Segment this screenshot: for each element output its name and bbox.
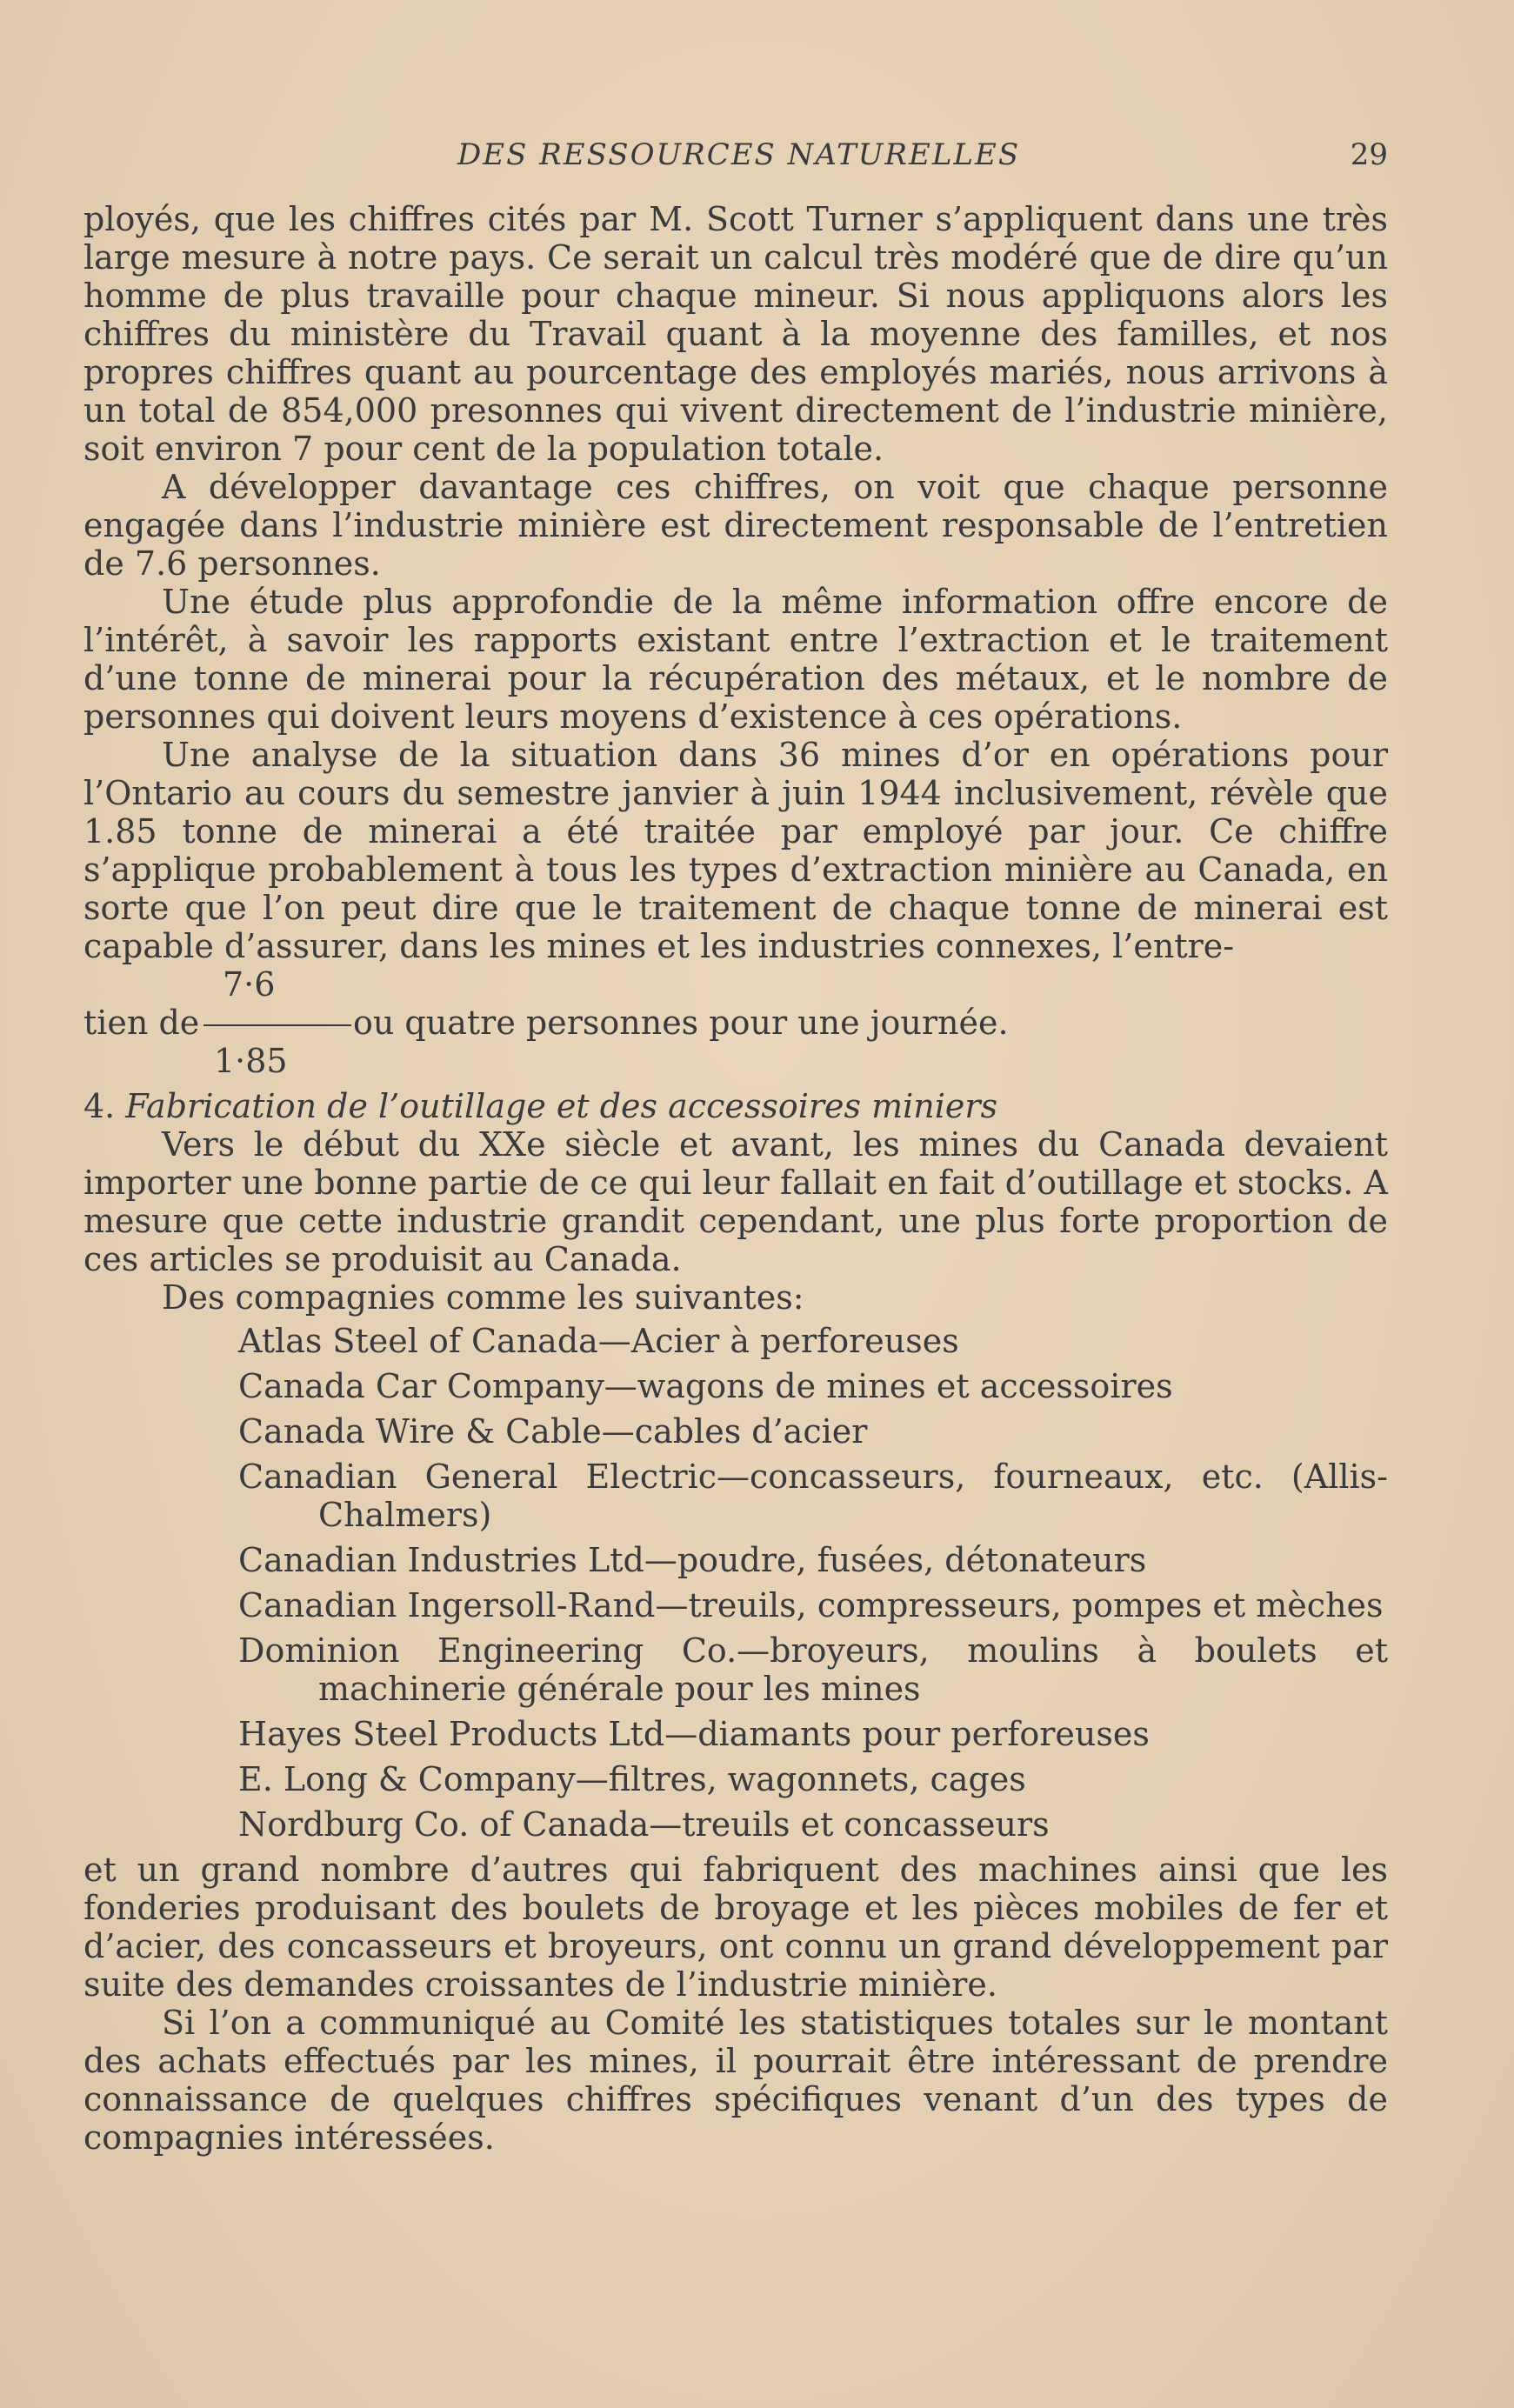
body-text — [83, 200, 1388, 2157]
list-item: E. Long & Company—filtres, wagonnets, cages — [238, 1760, 1026, 1798]
section-title: Fabrication de l’outillage et des accessoires miniers — [125, 1087, 998, 1125]
list-item: Canadian Ingersoll-Rand—treuils, compresseurs, pompes et mèches — [238, 1586, 1384, 1624]
list-item: Hayes Steel Products Ltd—diamants pour perforeuses — [238, 1715, 1150, 1753]
company-list — [238, 1322, 1388, 1844]
section-heading — [83, 1087, 1388, 1125]
paragraph-6: Des compagnies comme les suivantes: — [162, 1278, 804, 1317]
list-item: Atlas Steel of Canada—Acier à perforeuses — [238, 1322, 959, 1360]
page-header — [83, 137, 1388, 181]
list-item: Canadian Industries Ltd—poudre, fusées, détonateurs — [238, 1541, 1147, 1579]
list-item: Dominion Engineering Co.—broyeurs, moulins à boulets et machinerie générale pour les mines — [238, 1631, 1388, 1708]
paragraph-1: ployés, que les chiffres cités par M. Scott Turner s’appliquent dans une très large mesure à notre pays. Ce serait un calcul très modéré que de dire qu’un homme de plus travaille pour chaque mineur. Si nous appliquons alors les chiffres du ministère du Travail quant à la moyenne des familles, et nos propres chiffres quant au pourcentage des employés mariés, nous arrivons à un total de 854,000 presonnes qui vivent directement de l’industrie minière, soit environ 7 pour cent de la population totale. — [83, 200, 1388, 468]
fraction-lead-text: tien de — [83, 1004, 200, 1042]
paragraph-5: Vers le début du XXe siècle et avant, les mines du Canada devaient importer une bonne partie de ce qui leur fallait en fait d’outillage et stocks. A mesure que cette industrie grandit cependant, une plus forte proportion de ces articles se produisit au Canada. — [83, 1125, 1388, 1278]
paragraph-2: A développer davantage ces chiffres, on voit que chaque personne engagée dans l’industrie minière est directement responsable de l’entretien de 7.6 personnes. — [83, 468, 1388, 583]
fraction-denominator: 1·85 — [214, 1042, 288, 1080]
page-number: 29 — [1350, 137, 1388, 172]
fraction-tail-text: ou quatre personnes pour une journée. — [353, 1004, 1009, 1042]
fraction-bar — [203, 1024, 351, 1026]
list-item: Nordburg Co. of Canada—treuils et concasseurs — [238, 1805, 1050, 1844]
list-item: Canada Wire & Cable—cables d’acier — [238, 1412, 868, 1451]
section-number: 4. — [83, 1087, 116, 1125]
paragraph-3: Une étude plus approfondie de la même information offre encore de l’intérêt, à savoir les rapports existant entre l’extraction et le traitement d’une tonne de minerai pour la récupération des métaux, et le nombre de personnes qui doivent leurs moyens d’existence à ces opérations. — [83, 583, 1388, 736]
paragraph-4: Une analyse de la situation dans 36 mines d’or en opérations pour l’Ontario au cours du semestre janvier à juin 1944 inclusivement, révèle que 1.85 tonne de minerai a été traitée par employé par jour. Ce chiffre s’applique probablement à tous les types d’extraction minière au Canada, en sorte que l’on peut dire que le traitement de chaque tonne de minerai est capable d’assurer, dans les mines et les industries connexes, l’entre- — [83, 736, 1388, 965]
list-item: Canadian General Electric—concasseurs, fourneaux, etc. (Allis-Chalmers) — [238, 1457, 1388, 1534]
fraction-numerator: 7·6 — [223, 965, 276, 1004]
paragraph-8: Si l’on a communiqué au Comité les statistiques totales sur le montant des achats effectués par les mines, il pourrait être intéressant de prendre connaissance de quelques chiffres spécifiques venant d’un des types de compagnies intéressées. — [83, 2004, 1388, 2157]
paragraph-7: et un grand nombre d’autres qui fabriquent des machines ainsi que les fonderies produisant des boulets de broyage et les pièces mobiles de fer et d’acier, des concasseurs et broyeurs, ont connu un grand développement par suite des demandes croissantes de l’industrie minière. — [83, 1851, 1388, 2004]
running-title: DES RESSOURCES NATURELLES — [457, 137, 1021, 172]
list-item: Canada Car Company—wagons de mines et accessoires — [238, 1367, 1173, 1405]
fraction-expression — [83, 965, 1388, 1087]
